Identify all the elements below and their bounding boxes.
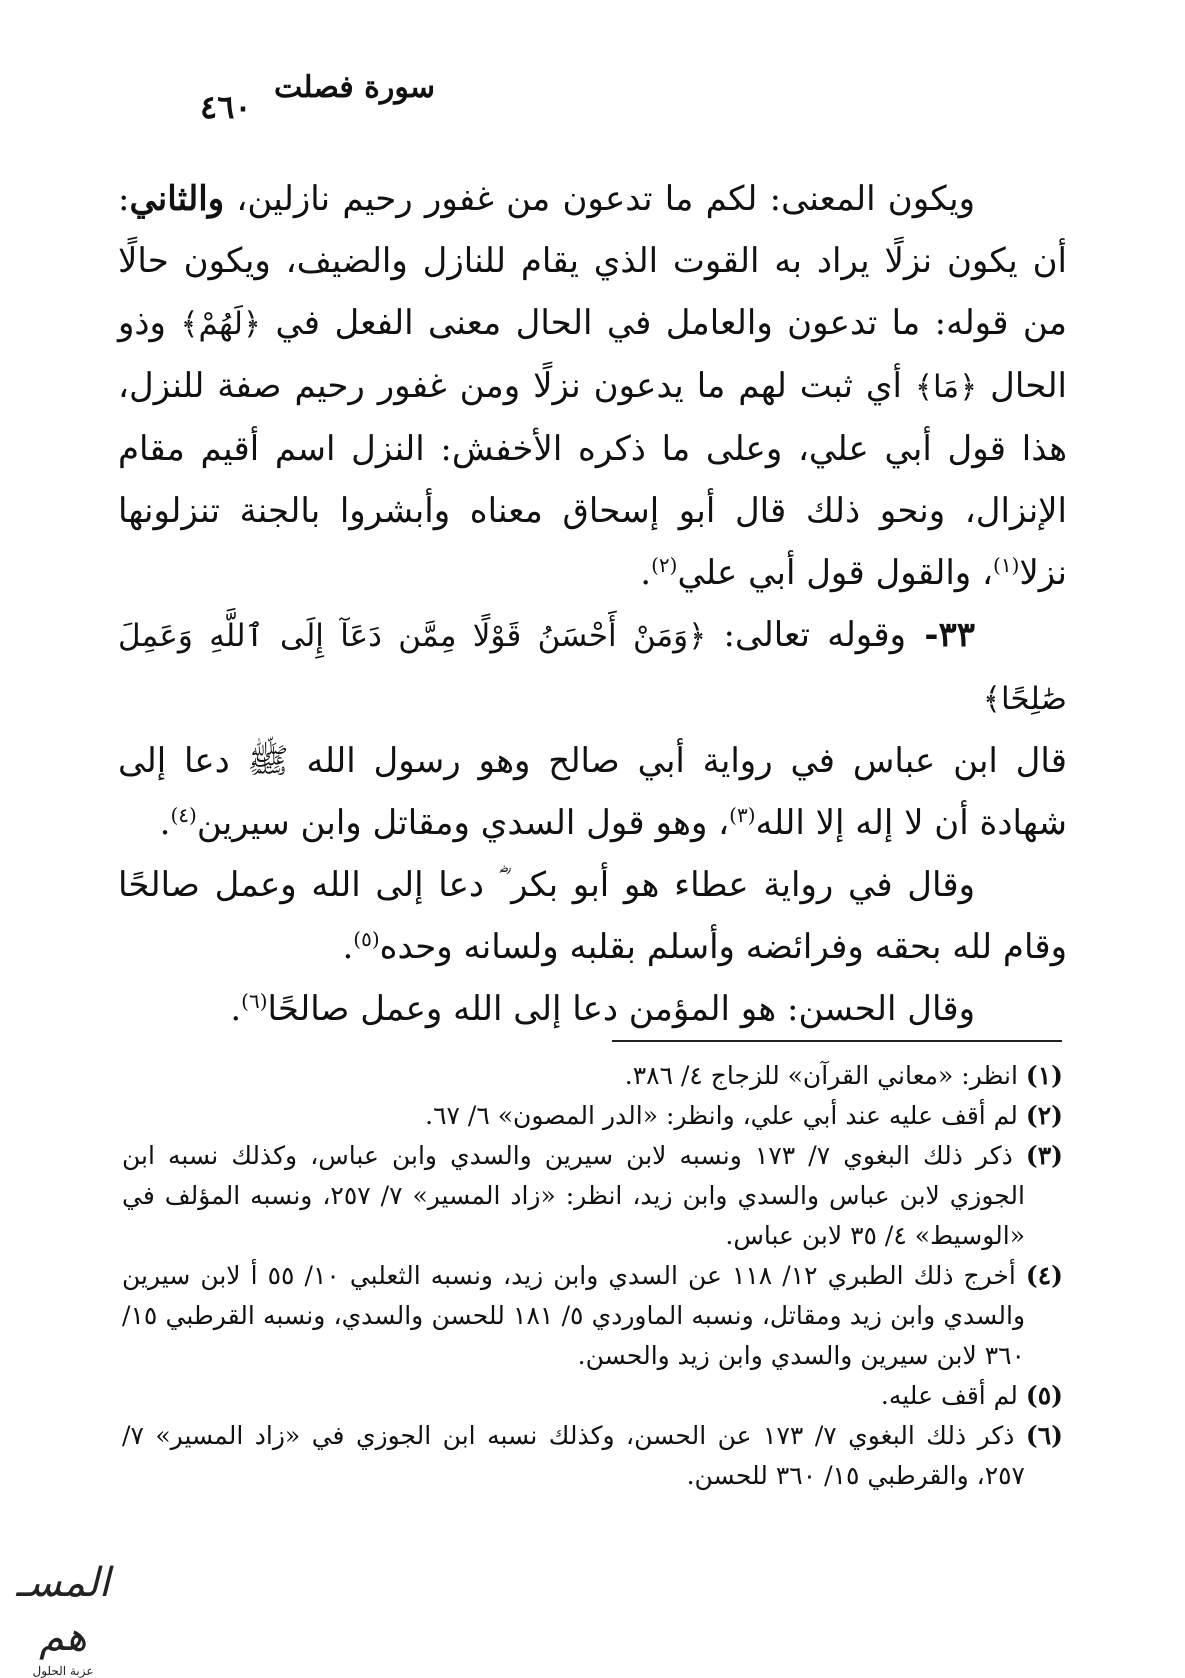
page-header xyxy=(200,70,1060,130)
footnote-text: ذكر ذلك البغوي ٧/ ١٧٣ عن الحسن، وكذلك نسبه ابن الجوزي في «زاد المسير» ٧/ ٢٥٧، والقرطبي ١٥/ ٣٦٠ للحسن. xyxy=(122,1421,1026,1490)
running-title: سورة فصلت xyxy=(273,70,435,105)
paragraph-4 xyxy=(118,854,1067,978)
footnote-5 xyxy=(122,1376,1063,1416)
paragraph-2 xyxy=(118,604,1067,730)
footnote-ref: (٤) xyxy=(170,803,197,827)
footnote-6 xyxy=(122,1416,1063,1496)
bold-term: والثاني xyxy=(129,179,225,219)
text-run: ويكون المعنى: لكم ما تدعون من غفور رحيم نازلين، xyxy=(224,179,975,219)
footnote-separator xyxy=(612,1040,1062,1042)
footnote-number: (٣) xyxy=(1025,1141,1063,1170)
quran-quote: ﴿مَا﴾ xyxy=(914,369,978,405)
footnote-ref: (٢) xyxy=(651,553,678,577)
text-run: . xyxy=(230,989,242,1029)
text-run: ، وهو قول السدي ومقاتل وابن سيرين xyxy=(196,803,730,843)
paragraph-1 xyxy=(118,168,1067,604)
footnote-2 xyxy=(122,1096,1063,1136)
footnote-text: ذكر ذلك البغوي ٧/ ١٧٣ ونسبه لابن سيرين والسدي وابن عباس، وكذلك نسبه ابن الجوزي لابن عباس والسدي وابن زيد، انظر: «زاد المسير» ٧/ ٢٥٧، ونسبه المؤلف في «الوسيط» ٤/ ٣٥ لابن عباس. xyxy=(122,1141,1026,1250)
footnote-number: (٦) xyxy=(1025,1421,1064,1450)
text-run: . xyxy=(159,803,171,843)
footnote-text: لم أقف عليه. xyxy=(880,1381,1026,1410)
footnote-1 xyxy=(122,1056,1063,1096)
paragraph-5 xyxy=(118,978,1067,1040)
text-run: . xyxy=(342,927,354,967)
quran-quote: ﴿لَهُمْ﴾ xyxy=(180,306,262,342)
text-run: : أن يكون نزلًا يراد به القوت الذي يقام للنازل والضيف، ويكون حالًا من قوله: ما تدعون والعامل في الحال معنى الفعل في xyxy=(118,179,1067,343)
footnote-ref: (٥) xyxy=(353,927,380,951)
footnotes xyxy=(122,1056,1063,1496)
text-run: ، والقول قول أبي علي xyxy=(677,553,993,593)
stamp-main-text: المسـ هم xyxy=(16,1560,110,1660)
footnote-3 xyxy=(122,1136,1063,1256)
text-run: قال ابن عباس في رواية أبي صالح وهو رسول الله ﷺ دعا إلى شهادة أن لا إله إلا الله xyxy=(118,741,1067,843)
footnote-ref: (٦) xyxy=(241,989,268,1013)
footnote-4 xyxy=(122,1256,1063,1376)
quran-quote: ﴿وَمَنْ أَحْسَنُ قَوْلًا مِمَّن دَعَآ إِلَى ٱللَّهِ وَعَمِلَ صَٰلِحًا﴾ xyxy=(118,618,1067,717)
text-run: وقال الحسن: هو المؤمن دعا إلى الله وعمل صالحًا xyxy=(267,989,975,1029)
footnote-text: انظر: «معاني القرآن» للزجاج ٤/ ٣٨٦. xyxy=(624,1061,1026,1090)
text-run: . xyxy=(640,553,652,593)
text-run: وقوله تعالى: xyxy=(706,615,907,655)
footnote-ref: (٣) xyxy=(729,803,756,827)
footnote-number: (٤) xyxy=(1025,1261,1064,1290)
library-stamp-logo xyxy=(8,1556,118,1678)
footnote-text: أخرج ذلك الطبري ١٢/ ١١٨ عن السدي وابن زيد، ونسبه الثعلبي ١٠/ ٥٥ أ لابن سيرين والسدي وابن زيد ومقاتل، ونسبه الماوردي ٥/ ١٨١ للحسن والسدي، ونسبه القرطبي ١٥/ ٣٦٠ لابن سيرين والسدي وابن زيد والحسن. xyxy=(122,1261,1026,1370)
page-number: ٤٦٠ xyxy=(200,88,252,126)
footnote-number: (٢) xyxy=(1025,1101,1063,1130)
stamp-sub-text: عزبة الحلول xyxy=(32,1664,94,1678)
footnote-number: (١) xyxy=(1025,1061,1063,1090)
paragraph-3 xyxy=(118,730,1067,854)
text-run: وقال في رواية عطاء هو أبو بكر ؓ دعا إلى الله وعمل صالحًا وقام لله بحقه وفرائضه وأسلم بقلبه ولسانه وحده xyxy=(118,865,1067,967)
footnote-ref: (١) xyxy=(993,553,1020,577)
verse-number: ٣٣- xyxy=(906,615,975,655)
text-run: وذو الحال xyxy=(118,303,1068,406)
body-text xyxy=(118,168,1067,1040)
footnote-number: (٥) xyxy=(1025,1381,1063,1410)
footnote-text: لم أقف عليه عند أبي علي، وانظر: «الدر المصون» ٦/ ٦٧. xyxy=(425,1101,1026,1130)
text-run: أي ثبت لهم ما يدعون نزلًا ومن غفور رحيم صفة للنزل، هذا قول أبي علي، وعلى ما ذكره الأخفش: النزل اسم أقيم مقام الإنزال، ونحو ذلك قال أبو إسحاق معناه وأبشروا بالجنة تنزلونها نزلا xyxy=(118,366,1067,593)
